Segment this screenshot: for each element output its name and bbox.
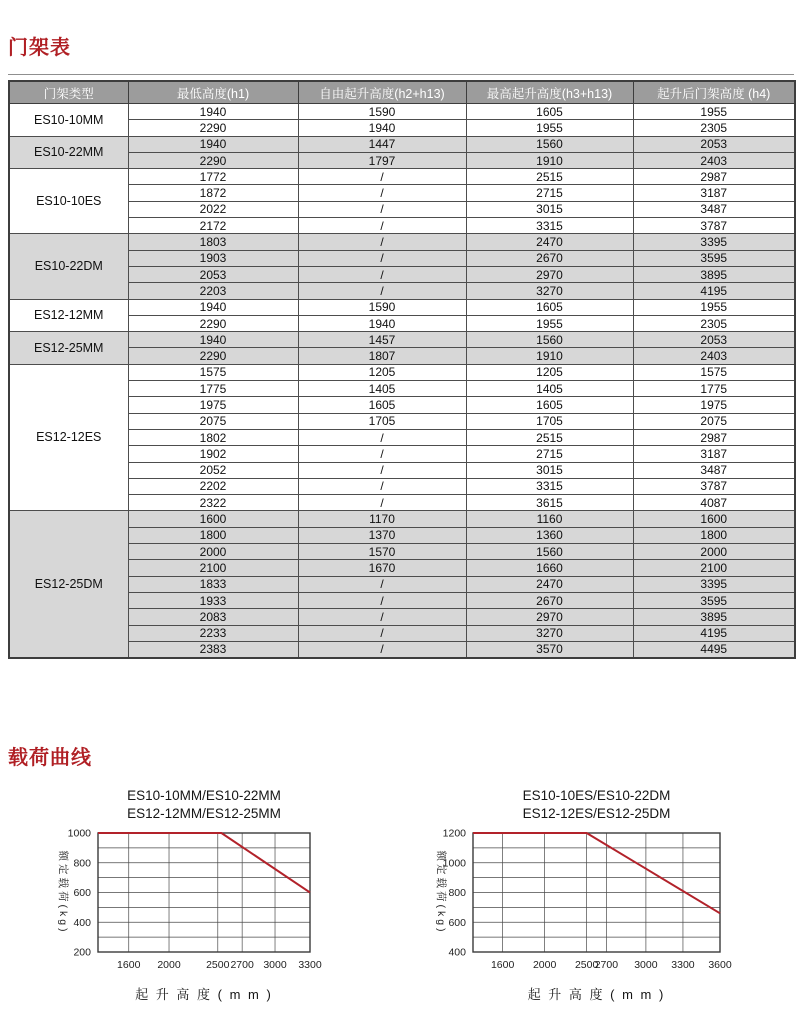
- value-cell: 1170: [298, 511, 466, 527]
- value-cell: 1797: [298, 152, 466, 168]
- table-row: [9, 511, 795, 527]
- x-tick-label: 2700: [594, 959, 619, 971]
- value-cell: 3015: [466, 462, 633, 478]
- value-cell: 2290: [128, 152, 298, 168]
- value-cell: 2403: [633, 152, 795, 168]
- value-cell: 1590: [298, 104, 466, 120]
- x-tick-label: 3000: [634, 959, 658, 971]
- column-header: 最高起升高度(h3+h13): [466, 81, 633, 104]
- value-cell: 1560: [466, 136, 633, 152]
- value-cell: 1833: [128, 576, 298, 592]
- x-tick-label: 3300: [298, 959, 322, 971]
- value-cell: 4195: [633, 625, 795, 641]
- mast-type-cell: ES10-10ES: [9, 169, 128, 234]
- value-cell: 1575: [633, 364, 795, 380]
- value-cell: /: [298, 429, 466, 445]
- value-cell: 1800: [633, 527, 795, 543]
- value-cell: 4495: [633, 641, 795, 658]
- y-tick-label: 600: [73, 887, 91, 899]
- value-cell: 2290: [128, 315, 298, 331]
- value-cell: 2000: [128, 544, 298, 560]
- value-cell: 1457: [298, 332, 466, 348]
- value-cell: 1605: [466, 299, 633, 315]
- value-cell: 1975: [128, 397, 298, 413]
- x-axis-label: 起 升 高 度 ( m m ): [135, 987, 273, 1002]
- value-cell: /: [298, 609, 466, 625]
- value-cell: 1940: [298, 120, 466, 136]
- mast-table-header: [9, 81, 795, 104]
- column-header: 自由起升高度(h2+h13): [298, 81, 466, 104]
- value-cell: 2075: [633, 413, 795, 429]
- value-cell: /: [298, 641, 466, 658]
- x-tick-label: 1600: [117, 959, 141, 971]
- chart-title-line: ES10-10MM/ES10-22MM: [127, 788, 281, 803]
- x-tick-label: 3300: [671, 959, 695, 971]
- y-tick-label: 1000: [67, 827, 91, 840]
- x-tick-label: 2500: [574, 959, 599, 971]
- x-tick-label: 2700: [230, 959, 254, 971]
- mast-type-cell: ES10-22MM: [9, 136, 128, 169]
- value-cell: 1705: [298, 413, 466, 429]
- x-tick-label: 2500: [206, 959, 230, 971]
- value-cell: /: [298, 625, 466, 641]
- value-cell: 3270: [466, 283, 633, 299]
- value-cell: 1955: [466, 120, 633, 136]
- value-cell: /: [298, 446, 466, 462]
- value-cell: 2022: [128, 201, 298, 217]
- value-cell: 2970: [466, 609, 633, 625]
- value-cell: 2305: [633, 315, 795, 331]
- value-cell: 1955: [466, 315, 633, 331]
- value-cell: /: [298, 576, 466, 592]
- value-cell: 1560: [466, 332, 633, 348]
- value-cell: 2202: [128, 478, 298, 494]
- value-cell: 1205: [298, 364, 466, 380]
- x-tick-label: 1600: [490, 959, 515, 971]
- table-row: [9, 332, 795, 348]
- value-cell: 3187: [633, 185, 795, 201]
- value-cell: /: [298, 283, 466, 299]
- value-cell: 3895: [633, 609, 795, 625]
- table-row: [9, 169, 795, 185]
- column-header: 最低高度(h1): [128, 81, 298, 104]
- value-cell: 1605: [298, 397, 466, 413]
- value-cell: 2403: [633, 348, 795, 364]
- value-cell: 1940: [128, 332, 298, 348]
- table-row: [9, 299, 795, 315]
- value-cell: 2515: [466, 169, 633, 185]
- value-cell: 1910: [466, 348, 633, 364]
- value-cell: 1575: [128, 364, 298, 380]
- value-cell: 1775: [633, 381, 795, 397]
- value-cell: 2053: [633, 136, 795, 152]
- value-cell: 1600: [128, 511, 298, 527]
- x-tick-label: 2000: [532, 959, 557, 971]
- mast-type-cell: ES12-12MM: [9, 299, 128, 332]
- value-cell: 1600: [633, 511, 795, 527]
- mast-type-cell: ES12-12ES: [9, 364, 128, 511]
- value-cell: 1910: [466, 152, 633, 168]
- value-cell: 2715: [466, 185, 633, 201]
- value-cell: 3315: [466, 218, 633, 234]
- mast-table-title: 门架表: [8, 37, 71, 59]
- y-tick-label: 1200: [442, 827, 466, 840]
- y-tick-label: 800: [448, 887, 466, 899]
- value-cell: 1902: [128, 446, 298, 462]
- value-cell: 2715: [466, 446, 633, 462]
- value-cell: 1605: [466, 104, 633, 120]
- value-cell: 3015: [466, 201, 633, 217]
- value-cell: 1807: [298, 348, 466, 364]
- value-cell: 3570: [466, 641, 633, 658]
- value-cell: 2670: [466, 250, 633, 266]
- title-divider-rule: [8, 74, 794, 75]
- value-cell: 3595: [633, 250, 795, 266]
- value-cell: 2670: [466, 592, 633, 608]
- value-cell: 1975: [633, 397, 795, 413]
- value-cell: 1705: [466, 413, 633, 429]
- value-cell: 2053: [633, 332, 795, 348]
- value-cell: 1205: [466, 364, 633, 380]
- value-cell: 1160: [466, 511, 633, 527]
- value-cell: 1940: [128, 104, 298, 120]
- value-cell: 3395: [633, 576, 795, 592]
- chart-title-line: ES12-12ES/ES12-25DM: [522, 806, 671, 821]
- value-cell: 2322: [128, 495, 298, 511]
- value-cell: 2470: [466, 576, 633, 592]
- x-axis-label: 起 升 高 度 ( m m ): [527, 987, 666, 1002]
- value-cell: 2203: [128, 283, 298, 299]
- y-tick-label: 1000: [442, 857, 466, 870]
- value-cell: 2970: [466, 266, 633, 282]
- value-cell: 1872: [128, 185, 298, 201]
- value-cell: 3395: [633, 234, 795, 250]
- chart-title-line: ES10-10ES/ES10-22DM: [522, 788, 671, 803]
- value-cell: 1405: [466, 381, 633, 397]
- value-cell: 1803: [128, 234, 298, 250]
- x-tick-label: 3000: [263, 959, 287, 971]
- y-tick-label: 200: [73, 946, 91, 959]
- table-row: [9, 234, 795, 250]
- value-cell: 1405: [298, 381, 466, 397]
- value-cell: 1772: [128, 169, 298, 185]
- value-cell: /: [298, 201, 466, 217]
- value-cell: 2100: [128, 560, 298, 576]
- table-row: [9, 364, 795, 380]
- y-axis-label: 额定载荷(kg): [57, 850, 69, 935]
- value-cell: 3487: [633, 462, 795, 478]
- value-cell: 2233: [128, 625, 298, 641]
- mast-type-cell: ES10-22DM: [9, 234, 128, 299]
- value-cell: 2290: [128, 120, 298, 136]
- value-cell: /: [298, 218, 466, 234]
- value-cell: 3187: [633, 446, 795, 462]
- value-cell: 1570: [298, 544, 466, 560]
- value-cell: 2383: [128, 641, 298, 658]
- load-curve-title: 载荷曲线: [8, 747, 92, 769]
- value-cell: 1940: [298, 315, 466, 331]
- value-cell: 2305: [633, 120, 795, 136]
- value-cell: 2053: [128, 266, 298, 282]
- y-axis-label: 额定载荷(kg): [435, 850, 447, 935]
- value-cell: 1800: [128, 527, 298, 543]
- x-tick-label: 2000: [157, 959, 181, 971]
- value-cell: /: [298, 250, 466, 266]
- value-cell: 2100: [633, 560, 795, 576]
- value-cell: 2000: [633, 544, 795, 560]
- value-cell: 2987: [633, 169, 795, 185]
- y-tick-label: 400: [448, 946, 466, 959]
- load-curve-chart-left: [40, 782, 375, 1019]
- y-tick-label: 800: [73, 857, 91, 870]
- value-cell: 1775: [128, 381, 298, 397]
- chart-title-line: ES12-12MM/ES12-25MM: [127, 806, 281, 821]
- value-cell: 1940: [128, 299, 298, 315]
- value-cell: /: [298, 478, 466, 494]
- y-tick-label: 600: [448, 916, 466, 929]
- column-header: 门架类型: [9, 81, 128, 104]
- value-cell: 2515: [466, 429, 633, 445]
- value-cell: 3787: [633, 478, 795, 494]
- value-cell: 1670: [298, 560, 466, 576]
- value-cell: 1360: [466, 527, 633, 543]
- value-cell: 3315: [466, 478, 633, 494]
- value-cell: /: [298, 462, 466, 478]
- mast-type-cell: ES12-25MM: [9, 332, 128, 365]
- value-cell: 2083: [128, 609, 298, 625]
- value-cell: 3615: [466, 495, 633, 511]
- value-cell: 1660: [466, 560, 633, 576]
- value-cell: 1560: [466, 544, 633, 560]
- column-header: 起升后门架高度 (h4): [633, 81, 795, 104]
- value-cell: 3487: [633, 201, 795, 217]
- value-cell: 1955: [633, 104, 795, 120]
- value-cell: 1370: [298, 527, 466, 543]
- value-cell: 2075: [128, 413, 298, 429]
- value-cell: 3270: [466, 625, 633, 641]
- value-cell: 3895: [633, 266, 795, 282]
- value-cell: 1590: [298, 299, 466, 315]
- value-cell: /: [298, 169, 466, 185]
- value-cell: 1933: [128, 592, 298, 608]
- value-cell: 2290: [128, 348, 298, 364]
- value-cell: 4087: [633, 495, 795, 511]
- value-cell: 1605: [466, 397, 633, 413]
- value-cell: 2052: [128, 462, 298, 478]
- value-cell: 2470: [466, 234, 633, 250]
- value-cell: 4195: [633, 283, 795, 299]
- x-tick-label: 3600: [708, 959, 732, 971]
- mast-type-cell: ES12-25DM: [9, 511, 128, 658]
- value-cell: 3787: [633, 218, 795, 234]
- mast-table: [8, 80, 796, 659]
- value-cell: 1802: [128, 429, 298, 445]
- mast-type-cell: ES10-10MM: [9, 104, 128, 137]
- value-cell: 1940: [128, 136, 298, 152]
- value-cell: 2172: [128, 218, 298, 234]
- load-curve-chart-right: [418, 782, 763, 1019]
- value-cell: /: [298, 266, 466, 282]
- value-cell: 1955: [633, 299, 795, 315]
- table-row: [9, 136, 795, 152]
- value-cell: /: [298, 234, 466, 250]
- table-row: [9, 104, 795, 120]
- y-tick-label: 400: [73, 916, 91, 929]
- value-cell: 1447: [298, 136, 466, 152]
- value-cell: 2987: [633, 429, 795, 445]
- value-cell: 1903: [128, 250, 298, 266]
- value-cell: 3595: [633, 592, 795, 608]
- value-cell: /: [298, 185, 466, 201]
- value-cell: /: [298, 495, 466, 511]
- value-cell: /: [298, 592, 466, 608]
